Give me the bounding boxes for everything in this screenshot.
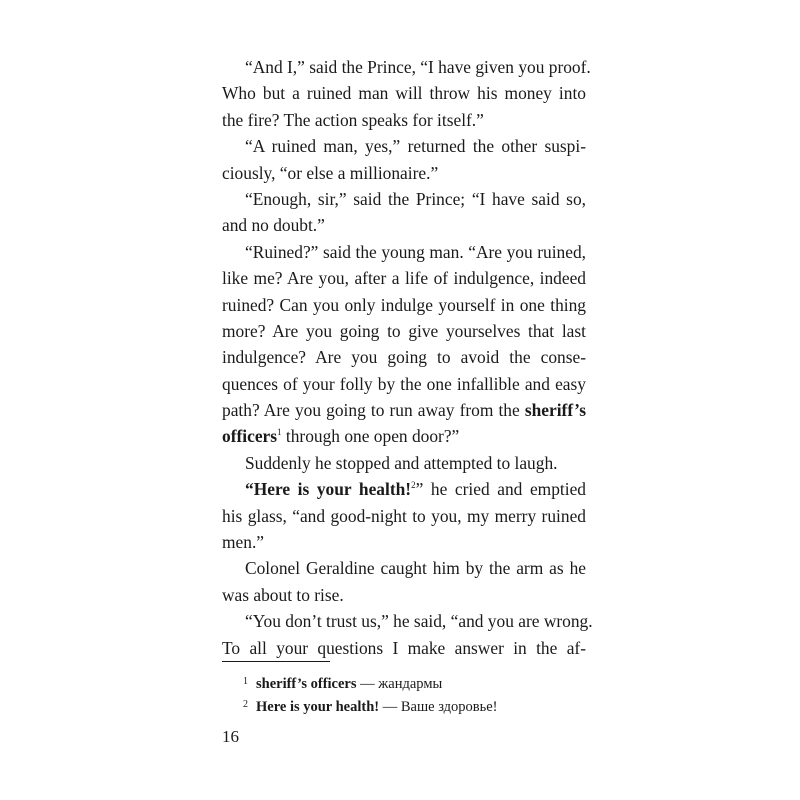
footnote-number: 1: [243, 676, 248, 687]
footnote-number: 2: [243, 699, 248, 710]
text-line: path? Are you going to run away from the sheriff’s: [222, 400, 586, 421]
body-text: [222, 54, 593, 661]
footnote-translation: жандармы: [378, 676, 443, 692]
footnote-term: sheriff’s officers: [256, 676, 357, 692]
text-line: To all your questions I make answer in the af-: [222, 637, 586, 658]
text-line: officers$^1$ through one open door?”: [222, 426, 460, 447]
footnote-translation: Ваше здоровье!: [400, 699, 498, 715]
footnote-ref: 2: [411, 480, 416, 491]
text-line: “And I,” said the Prince, “I have given you proof.: [245, 57, 591, 77]
text-line: his glass, “and good-night to you, my merry ruined: [222, 505, 586, 526]
text-line: was about to rise.: [222, 584, 344, 605]
text-line: more? Are you going to give yourselves that last: [222, 320, 586, 341]
text-line: Who but a ruined man will throw his money into: [222, 83, 586, 104]
text-line: the fire? The action speaks for itself.”: [222, 109, 484, 130]
text-line: “Ruined?” said the young man. “Are you ruined,: [245, 241, 586, 262]
text-line: quences of your folly by the one infallible and easy: [222, 373, 586, 394]
footnote: $^2$ Here is your health! — Ваше здоровье!: [243, 699, 498, 715]
text-line: “A ruined man, yes,” returned the other suspi-: [245, 136, 586, 157]
footnote: $^1$ sheriff’s officers — жандармы: [243, 676, 443, 692]
footnotes: [243, 670, 498, 716]
text-line: ruined? Can you only indulge yourself in one thing: [222, 294, 586, 315]
page-number: 16: [222, 727, 239, 746]
glossed-term: officers: [222, 426, 278, 447]
footnote-divider: [222, 661, 330, 662]
glossed-term: sheriff’s: [524, 400, 586, 421]
text-line: ciously, “or else a millionaire.”: [222, 162, 439, 183]
text-line: and no doubt.”: [222, 215, 325, 236]
text-line: “You don’t trust us,” he said, “and you are wrong.: [245, 611, 593, 632]
glossed-term: “Here is your health!: [245, 479, 412, 500]
text-line: men.”: [222, 532, 265, 553]
footnote-ref: 1: [277, 427, 282, 438]
text-line: Suddenly he stopped and attempted to laugh.: [245, 452, 558, 473]
footnote-term: Here is your health!: [256, 699, 380, 715]
text-line: indulgence? Are you going to avoid the conse-: [222, 347, 586, 368]
text-line: like me? Are you, after a life of indulgence, indeed: [222, 268, 586, 289]
text-line: Colonel Geraldine caught him by the arm as he: [245, 558, 586, 579]
text-line: “Here is your health!$^2$” he cried and emptied: [245, 479, 586, 500]
text-line: “Enough, sir,” said the Prince; “I have said so,: [245, 188, 586, 209]
